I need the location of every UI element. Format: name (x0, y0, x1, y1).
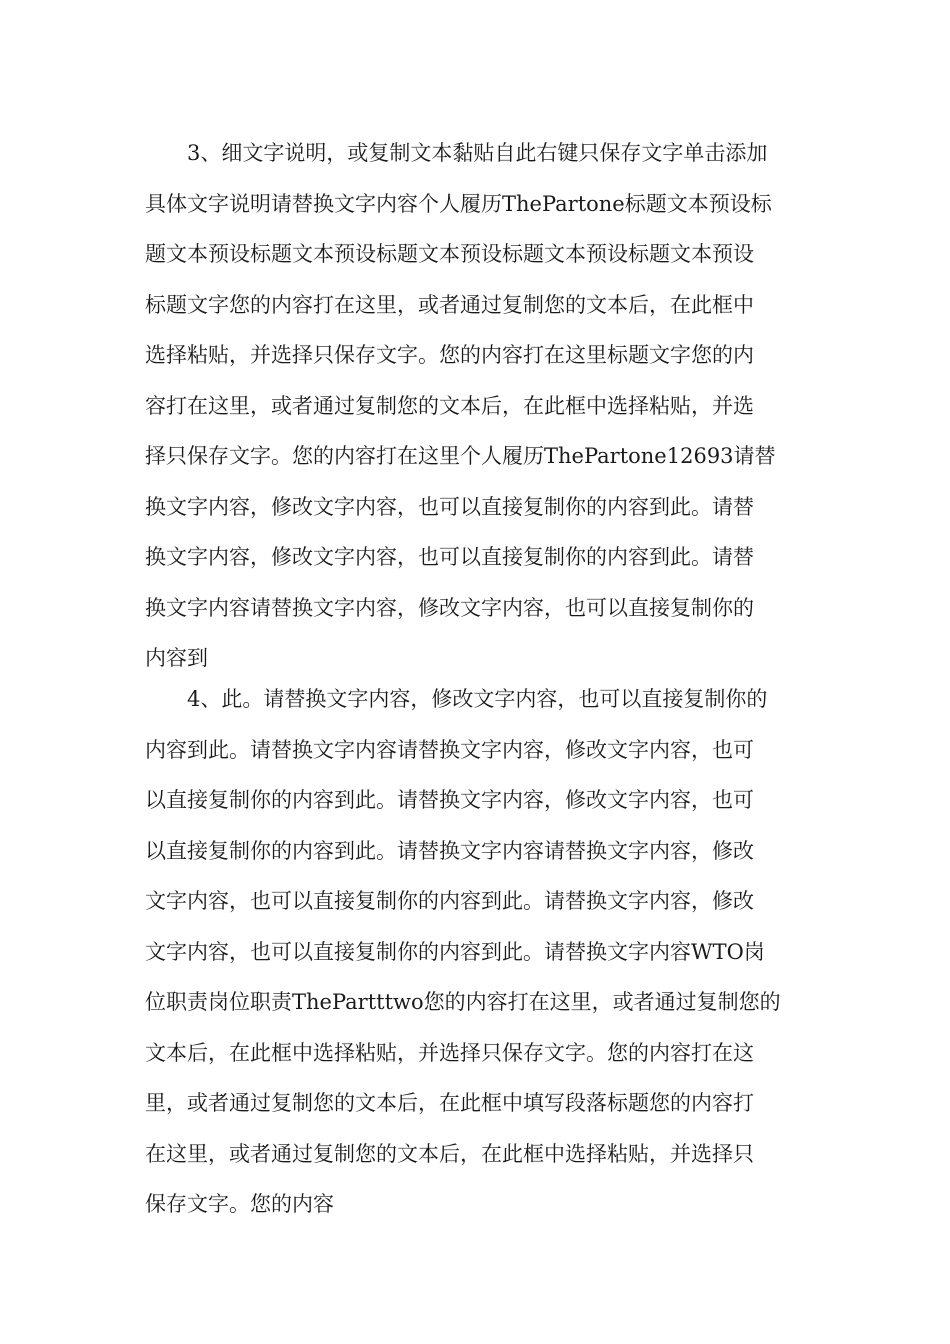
paragraph-line: 容打在这里，或者通过复制您的文本后，在此框中选择粘贴，并选 (145, 393, 754, 418)
paragraph-line: 以直接复制你的内容到此。请替换文字内容请替换文字内容，修改 (145, 838, 754, 863)
paragraph-line: 以直接复制你的内容到此。请替换文字内容，修改文字内容，也可 (145, 788, 754, 812)
paragraph-4 (145, 674, 805, 1230)
paragraph-line: 选择粘贴，并选择只保存文字。您的内容打在这里标题文字您的内 (145, 343, 754, 367)
paragraph-line: 文字内容，也可以直接复制你的内容到此。请替换文字内容WTO岗 (145, 939, 765, 964)
paragraph-line: 在这里，或者通过复制您的文本后，在此框中选择粘贴，并选择只 (145, 1141, 754, 1166)
paragraph-line: 内容到 (145, 646, 208, 670)
paragraph-line: 保存文字。您的内容 (145, 1192, 334, 1216)
paragraph-line: 位职责岗位职责ThePartttwo您的内容打在这里，或者通过复制您的 (145, 990, 781, 1014)
paragraph-line: 换文字内容请替换文字内容，修改文字内容，也可以直接复制你的 (145, 595, 754, 620)
paragraph-line: 文字内容，也可以直接复制你的内容到此。请替换文字内容，修改 (145, 889, 754, 913)
paragraph-line: 4、此。请替换文字内容，修改文字内容，也可以直接复制你的 (187, 687, 768, 711)
paragraph-3 (145, 128, 805, 684)
paragraph-line: 换文字内容，修改文字内容，也可以直接复制你的内容到此。请替 (145, 545, 754, 569)
paragraph-line: 文本后，在此框中选择粘贴，并选择只保存文字。您的内容打在这 (145, 1040, 754, 1065)
paragraph-line: 内容到此。请替换文字内容请替换文字内容，修改文字内容，也可 (145, 737, 754, 762)
paragraph-line: 题文本预设标题文本预设标题文本预设标题文本预设标题文本预设 (145, 242, 754, 266)
paragraph-line: 择只保存文字。您的内容打在这里个人履历ThePartone12693请替 (145, 444, 776, 468)
paragraph-line: 里，或者通过复制您的文本后，在此框中填写段落标题您的内容打 (145, 1091, 754, 1115)
paragraph-line: 换文字内容，修改文字内容，也可以直接复制你的内容到此。请替 (145, 494, 754, 519)
paragraph-line: 3、细文字说明，或复制文本黏贴自此右键只保存文字单击添加 (187, 141, 768, 165)
paragraph-line: 具体文字说明请替换文字内容个人履历ThePartone标题文本预设标 (145, 191, 772, 216)
paragraph-line: 标题文字您的内容打在这里，或者通过复制您的文本后，在此框中 (145, 292, 754, 317)
